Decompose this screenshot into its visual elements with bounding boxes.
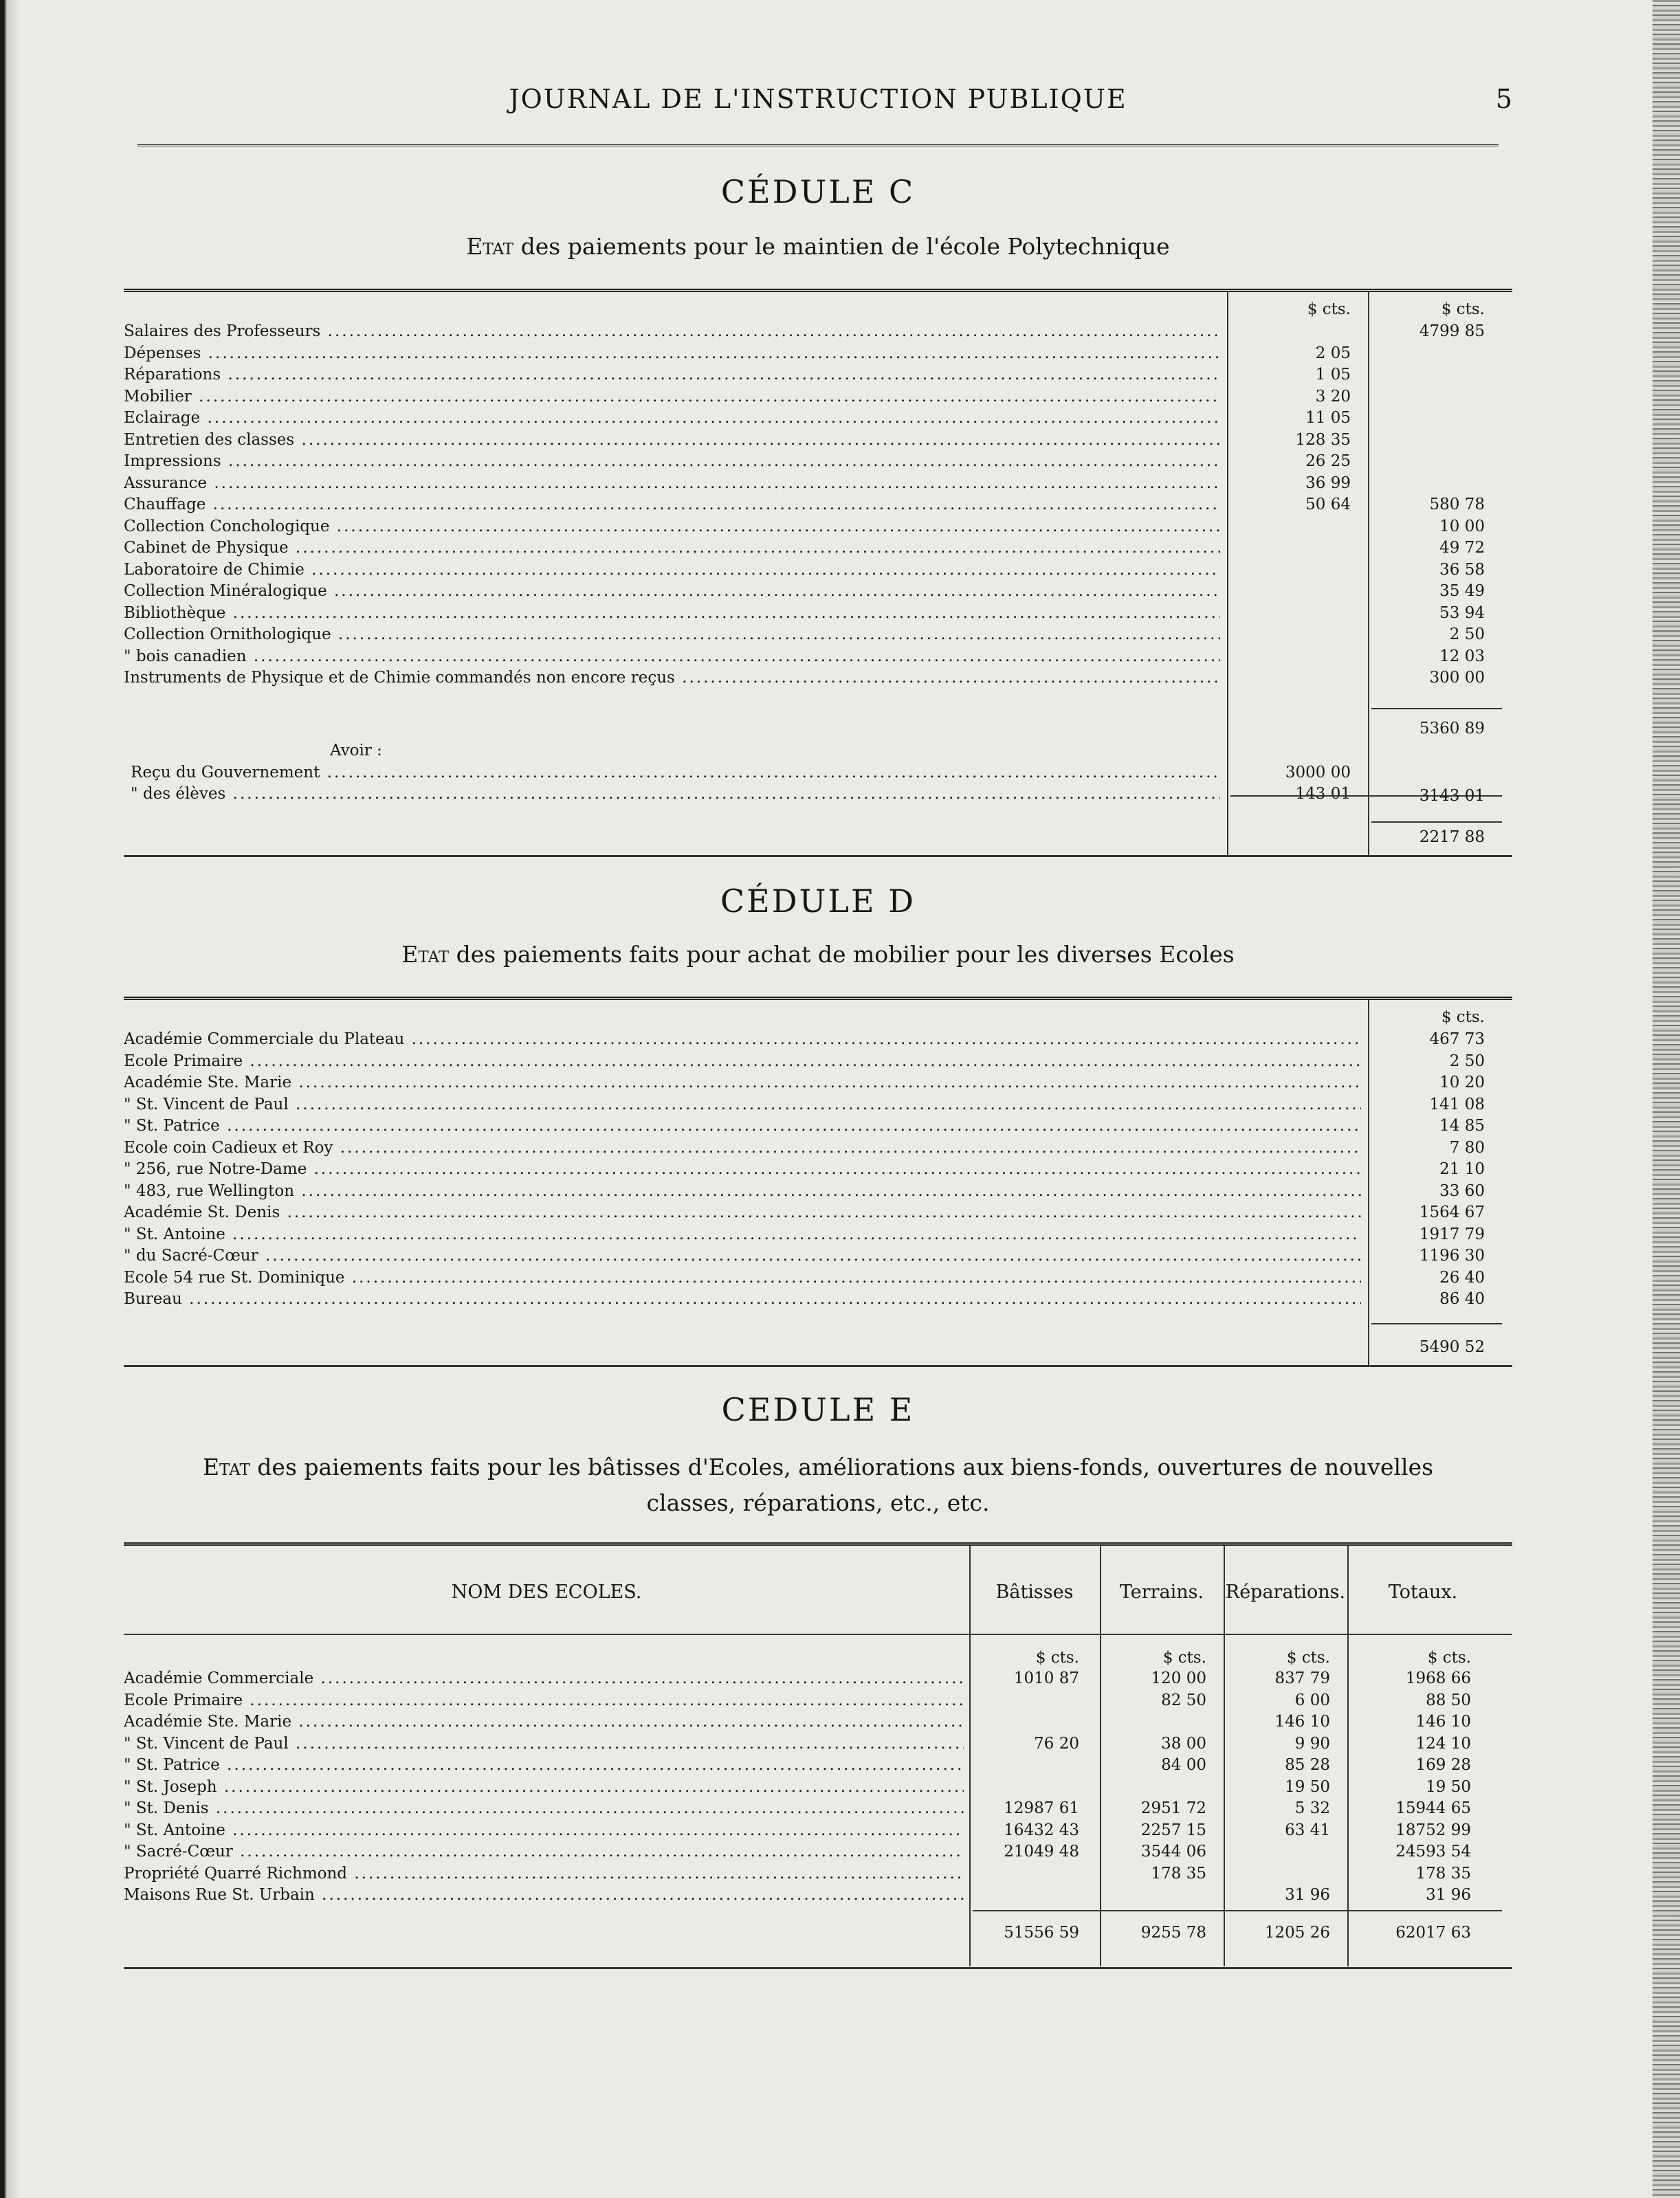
cedule-e-row-terrains: 3544 06 — [1140, 1843, 1206, 1861]
cedule-e-row-totaux: 88 50 — [1426, 1691, 1471, 1709]
cedule-e-row — [124, 1711, 1512, 1732]
running-head — [124, 84, 1512, 118]
cedule-d-row — [124, 1267, 1512, 1288]
cedule-d-row — [124, 1029, 1512, 1050]
cedule-e-row-label: Ecole Primaire ..... — [124, 1690, 964, 1711]
cedule-e-row-totaux: 19 50 — [1426, 1777, 1471, 1796]
cedule-e-row-reparations: 9 90 — [1294, 1734, 1330, 1753]
cedule-e-totals-row — [124, 1922, 1512, 1943]
cedule-c-row — [124, 494, 1512, 515]
cedule-c-row-col2: 35 49 — [1439, 582, 1485, 600]
cedule-d-row — [124, 1115, 1512, 1136]
cedule-c-row-col2: 580 78 — [1429, 496, 1485, 513]
cedule-c-row-label: " bois canadien ..... — [124, 646, 1220, 667]
cedule-c-row — [124, 667, 1512, 688]
cedule-d-title: CÉDULE D — [720, 882, 916, 920]
cedule-c-title: CÉDULE C — [720, 173, 916, 210]
cedule-e-row-label: Académie Ste. Marie ..... — [124, 1711, 964, 1732]
cedule-e-total-batisses: 51556 59 — [1004, 1924, 1079, 1942]
cedule-e-subtitle-lead: Etat — [202, 1454, 250, 1480]
cedule-e-row-batisses: 21049 48 — [1004, 1843, 1079, 1861]
cedule-d-total-row — [124, 1337, 1512, 1357]
cedule-e-row-label: " St. Joseph ..... — [124, 1777, 964, 1797]
cedule-c-row-col2: 12 03 — [1439, 647, 1485, 665]
cedule-d-bottom-rule — [124, 1365, 1512, 1367]
cedule-e-head-batisses: Bâtisses — [995, 1581, 1074, 1603]
cedule-e-row-batisses: 1010 87 — [1013, 1669, 1079, 1687]
cedule-e-row — [124, 1733, 1512, 1754]
cedule-c-receipt-label: " des élèves ..... — [131, 784, 1220, 804]
cedule-e-row-totaux: 178 35 — [1415, 1864, 1471, 1883]
left-page-edge — [0, 0, 21, 2198]
cedule-e-table — [124, 1542, 1512, 1966]
cedule-e-row — [124, 1755, 1512, 1775]
cedule-e-subtitle-line1 — [124, 1450, 1512, 1485]
cedule-e-row — [124, 1690, 1512, 1711]
cedule-c-row — [124, 473, 1512, 493]
cedule-e-row-reparations: 31 96 — [1285, 1886, 1330, 1904]
cedule-d-row-amount: 2 50 — [1449, 1052, 1485, 1070]
cedule-c-row-col2: 300 00 — [1429, 669, 1485, 687]
cedule-c-row — [124, 603, 1512, 623]
cedule-e-row-totaux: 31 96 — [1426, 1886, 1471, 1904]
cedule-d-row-amount: 1196 30 — [1419, 1247, 1485, 1265]
cedule-e-row-totaux: 124 10 — [1415, 1734, 1471, 1753]
cedule-d-row-label: Académie Ste. Marie ..... — [124, 1072, 1361, 1093]
cedule-d-row — [124, 1094, 1512, 1115]
cedule-e-total-reparations: 1205 26 — [1264, 1924, 1330, 1942]
cedule-d-row-label: " 256, rue Notre-Dame ..... — [124, 1159, 1361, 1179]
cedule-d-row — [124, 1224, 1512, 1245]
cedule-c-row-col1: 26 25 — [1305, 452, 1351, 470]
cedule-d-row — [124, 1289, 1512, 1309]
cedule-c-row — [124, 343, 1512, 364]
cedule-c-row-col2: 53 94 — [1439, 603, 1485, 622]
page-number: 5 — [1495, 84, 1512, 114]
cedule-e-row-terrains: 82 50 — [1161, 1691, 1206, 1709]
cedule-e-row — [124, 1777, 1512, 1797]
cedule-c-row — [124, 364, 1512, 385]
cedule-e-title: CEDULE E — [721, 1391, 915, 1428]
cedule-e-row-reparations: 5 32 — [1294, 1799, 1330, 1817]
cedule-e-subtitle-rest: des paiements faits pour les bâtisses d'Ecoles, améliorations aux biens-fonds, ouvertures de nouvelles — [250, 1454, 1434, 1480]
cedule-c-row-col1: 50 64 — [1305, 496, 1351, 513]
cedule-e-row-batisses: 12987 61 — [1004, 1799, 1079, 1817]
cedule-d-row — [124, 1051, 1512, 1072]
cedule-e-row-batisses: 76 20 — [1034, 1734, 1079, 1753]
cedule-c-row-label: Eclairage ..... — [124, 408, 1220, 428]
cedule-d-row-amount: 21 10 — [1439, 1160, 1485, 1178]
cedule-d-row — [124, 1245, 1512, 1266]
cedule-c-row — [124, 537, 1512, 558]
cedule-e-subtitle-line2: classes, réparations, etc., etc. — [646, 1489, 990, 1516]
cedule-e-row-reparations: 19 50 — [1285, 1777, 1330, 1796]
cedule-c-row — [124, 321, 1512, 342]
cedule-d-row-amount: 1564 67 — [1419, 1203, 1485, 1221]
journal-title: JOURNAL DE L'INSTRUCTION PUBLIQUE — [509, 84, 1127, 114]
cedule-c-row-col2: 2 50 — [1449, 625, 1485, 643]
cedule-e-row-label: " Sacré-Cœur ..... — [124, 1841, 964, 1862]
cedule-d-row-amount: 33 60 — [1439, 1181, 1485, 1200]
cedule-e-row-batisses: 16432 43 — [1004, 1821, 1079, 1839]
cedule-d-row-amount: 1917 79 — [1419, 1225, 1485, 1243]
cedule-d-row-label: Ecole coin Cadieux et Roy ..... — [124, 1137, 1361, 1158]
cedule-c-avoir-row — [124, 740, 1512, 761]
cedule-d-row — [124, 1137, 1512, 1158]
cedule-d-total: 5490 52 — [1419, 1338, 1485, 1356]
cedule-c-row-col1: 128 35 — [1295, 430, 1351, 449]
cedule-c-receipts-total: 3143 01 — [1419, 787, 1485, 805]
cedule-d-row — [124, 1159, 1512, 1179]
cedule-d-subtitle-lead: Etat — [401, 941, 450, 968]
cedule-d-row-label: " 483, rue Wellington ..... — [124, 1181, 1361, 1201]
header-rule — [137, 144, 1499, 146]
cedule-e-row-reparations: 146 10 — [1274, 1713, 1330, 1731]
cedule-c-bottom-rule — [124, 855, 1512, 857]
cedule-d-row-amount: 7 80 — [1449, 1138, 1485, 1157]
cedule-c-row-col1: 1 05 — [1315, 366, 1351, 384]
cedule-d-row-label: " St. Patrice ..... — [124, 1115, 1361, 1136]
cedule-e-row — [124, 1885, 1512, 1905]
cedule-c-row — [124, 581, 1512, 601]
cedule-c-row-col2: 4799 85 — [1419, 322, 1485, 340]
cedule-c-row-label: Salaires des Professeurs ..... — [124, 321, 1220, 342]
cedule-d-row — [124, 1202, 1512, 1223]
cedule-e-row-totaux: 1968 66 — [1405, 1669, 1471, 1687]
cedule-e-bottom-rule — [124, 1967, 1512, 1969]
cedule-d-row-amount: 467 73 — [1429, 1030, 1485, 1048]
cedule-c-row-col1: 36 99 — [1305, 474, 1351, 492]
cedule-e-units-reparations: $ cts. — [1286, 1649, 1330, 1667]
cedule-e-row — [124, 1863, 1512, 1884]
cedule-e-row-terrains: 2257 15 — [1140, 1821, 1206, 1839]
cedule-c-receipt-label: Reçu du Gouvernement ..... — [131, 762, 1220, 783]
cedule-d-subtitle — [124, 937, 1512, 972]
cedule-e-units-row — [124, 1647, 1512, 1668]
cedule-e-row-reparations: 63 41 — [1285, 1821, 1330, 1839]
cedule-c-row-col2: 36 58 — [1439, 560, 1485, 579]
cedule-c-row-label: Instruments de Physique et de Chimie commandés non encore reçus ..... — [124, 667, 1220, 688]
cedule-c-row-label: Entretien des classes ..... — [124, 430, 1220, 450]
cedule-c-row — [124, 516, 1512, 537]
cedule-c-row-col1: 3 20 — [1315, 387, 1351, 406]
cedule-e-row-label: Propriété Quarré Richmond ..... — [124, 1863, 964, 1884]
cedule-c-receipt-row — [124, 762, 1512, 783]
cedule-c-row — [124, 451, 1512, 471]
cedule-c-row — [124, 408, 1512, 428]
cedule-c-row-label: Collection Minéralogique ..... — [124, 581, 1220, 601]
cedule-d-row — [124, 1181, 1512, 1201]
cedule-d-row-amount: 86 40 — [1439, 1290, 1485, 1308]
cedule-e-row-totaux: 169 28 — [1415, 1756, 1471, 1774]
cedule-e-row-label: " St. Denis ..... — [124, 1798, 964, 1819]
cedule-d-subtitle-rest: des paiements faits pour achat de mobilier pour les diverses Ecoles — [449, 941, 1235, 968]
cedule-c-balance-row — [124, 827, 1512, 847]
cedule-c-row-label: Dépenses ..... — [124, 343, 1220, 364]
cedule-c-row — [124, 386, 1512, 407]
cedule-c-col1-head: $ cts. — [1307, 300, 1351, 318]
cedule-c-subtitle-rest: des paiements pour le maintien de l'école Polytechnique — [513, 233, 1170, 260]
cedule-e-row-label: " St. Antoine ..... — [124, 1820, 964, 1841]
right-page-edge — [1653, 0, 1680, 2198]
cedule-e-row — [124, 1798, 1512, 1819]
cedule-c-receipt-amount: 3000 00 — [1285, 764, 1351, 781]
cedule-e-total-terrains: 9255 78 — [1140, 1924, 1206, 1942]
cedule-c-row-label: Cabinet de Physique ..... — [124, 537, 1220, 558]
cedule-c-row — [124, 624, 1512, 645]
cedule-e-head-totaux: Totaux. — [1388, 1581, 1458, 1603]
cedule-e-row-reparations: 837 79 — [1274, 1669, 1330, 1687]
cedule-c-row-label: Laboratoire de Chimie ..... — [124, 559, 1220, 580]
cedule-c-total-expenses: 5360 89 — [1419, 720, 1485, 737]
cedule-c-row-label: Mobilier ..... — [124, 386, 1220, 407]
cedule-e-row-label: Académie Commerciale ..... — [124, 1668, 964, 1689]
cedule-e-row-reparations: 85 28 — [1285, 1756, 1330, 1774]
cedule-d-row — [124, 1072, 1512, 1093]
cedule-c-receipts-total-row — [124, 786, 1512, 806]
cedule-c-row-label: Chauffage ..... — [124, 494, 1220, 515]
cedule-e-row — [124, 1820, 1512, 1841]
cedule-d-row-label: Ecole 54 rue St. Dominique ..... — [124, 1267, 1361, 1288]
cedule-c-row-label: Impressions ..... — [124, 451, 1220, 471]
cedule-c-row — [124, 646, 1512, 667]
cedule-c-row-col2: 49 72 — [1439, 539, 1485, 557]
cedule-c-row-label: Collection Conchologique ..... — [124, 516, 1220, 537]
cedule-e-head-name: NOM DES ECOLES. — [451, 1581, 642, 1603]
cedule-c-row-label: Réparations ..... — [124, 364, 1220, 385]
cedule-e-units-batisses: $ cts. — [1035, 1649, 1079, 1667]
cedule-c-row-label: Assurance ..... — [124, 473, 1220, 493]
cedule-c-subtitle-lead: Etat — [466, 233, 514, 260]
cedule-c-row-label: Collection Ornithologique ..... — [124, 624, 1220, 645]
cedule-d-row-label: " du Sacré-Cœur ..... — [124, 1245, 1361, 1266]
cedule-c-balance-rule — [1371, 821, 1502, 823]
cedule-e-row-totaux: 18752 99 — [1395, 1821, 1471, 1839]
cedule-d-col-head: $ cts. — [1441, 1008, 1485, 1026]
cedule-e-row-totaux: 146 10 — [1415, 1713, 1471, 1731]
cedule-e-row-terrains: 120 00 — [1151, 1669, 1206, 1687]
cedule-d-row-amount: 10 20 — [1439, 1074, 1485, 1091]
cedule-d-row-label: Bureau ..... — [124, 1289, 1361, 1309]
cedule-d-row-label: Académie St. Denis ..... — [124, 1202, 1361, 1223]
cedule-c-row-label: Bibliothèque ..... — [124, 603, 1220, 623]
cedule-c-subtitle — [124, 230, 1512, 264]
cedule-d-row-label: Académie Commerciale du Plateau ..... — [124, 1029, 1361, 1050]
cedule-e-head-terrains: Terrains. — [1119, 1581, 1204, 1603]
cedule-e-row-reparations: 6 00 — [1294, 1691, 1330, 1709]
cedule-c-balance: 2217 88 — [1419, 828, 1485, 846]
cedule-e-row-totaux: 24593 54 — [1395, 1843, 1471, 1861]
cedule-d-row-amount: 141 08 — [1429, 1095, 1485, 1113]
cedule-e-units-terrains: $ cts. — [1162, 1649, 1206, 1667]
cedule-e-row-totaux: 15944 65 — [1395, 1799, 1471, 1817]
cedule-e-row-label: Maisons Rue St. Urbain ..... — [124, 1885, 964, 1905]
cedule-c-total-expenses-row — [124, 718, 1512, 739]
cedule-d-row-label: Ecole Primaire ..... — [124, 1051, 1361, 1072]
cedule-c-row — [124, 559, 1512, 580]
cedule-e-row-label: " St. Vincent de Paul ..... — [124, 1733, 964, 1754]
cedule-e-total-totaux: 62017 63 — [1395, 1924, 1471, 1942]
cedule-e-row — [124, 1668, 1512, 1689]
cedule-c-row-col1: 11 05 — [1305, 409, 1351, 427]
cedule-d-ledger — [124, 997, 1512, 1366]
cedule-d-row-label: " St. Antoine ..... — [124, 1224, 1361, 1245]
cedule-c-receipt-amount: 143 01 — [1295, 785, 1351, 803]
cedule-e-row-terrains: 84 00 — [1161, 1756, 1206, 1774]
cedule-e-row — [124, 1841, 1512, 1862]
cedule-c-col2-head: $ cts. — [1441, 300, 1485, 318]
cedule-e-total-rule — [973, 1910, 1502, 1911]
cedule-e-head-reparations: Réparations. — [1225, 1581, 1346, 1603]
cedule-c-row-col2: 10 00 — [1439, 517, 1485, 535]
cedule-c-row — [124, 430, 1512, 450]
cedule-c-avoir-label: Avoir : — [330, 742, 382, 759]
cedule-e-units-totaux: $ cts. — [1427, 1649, 1471, 1667]
cedule-c-row-col1: 2 05 — [1315, 344, 1351, 362]
cedule-e-header-rule — [124, 1634, 1512, 1635]
cedule-e-row-terrains: 38 00 — [1161, 1734, 1206, 1753]
cedule-e-row-label: " St. Patrice ..... — [124, 1755, 964, 1775]
cedule-c-ledger — [124, 289, 1512, 856]
cedule-e-row-terrains: 178 35 — [1151, 1864, 1206, 1883]
cedule-d-row-amount: 26 40 — [1439, 1268, 1485, 1287]
cedule-d-row-label: " St. Vincent de Paul ..... — [124, 1094, 1361, 1115]
cedule-e-row-terrains: 2951 72 — [1140, 1799, 1206, 1817]
cedule-d-row-amount: 14 85 — [1439, 1117, 1485, 1135]
cedule-c-subtotal-rule — [1371, 708, 1502, 709]
cedule-d-total-rule — [1371, 1323, 1502, 1324]
